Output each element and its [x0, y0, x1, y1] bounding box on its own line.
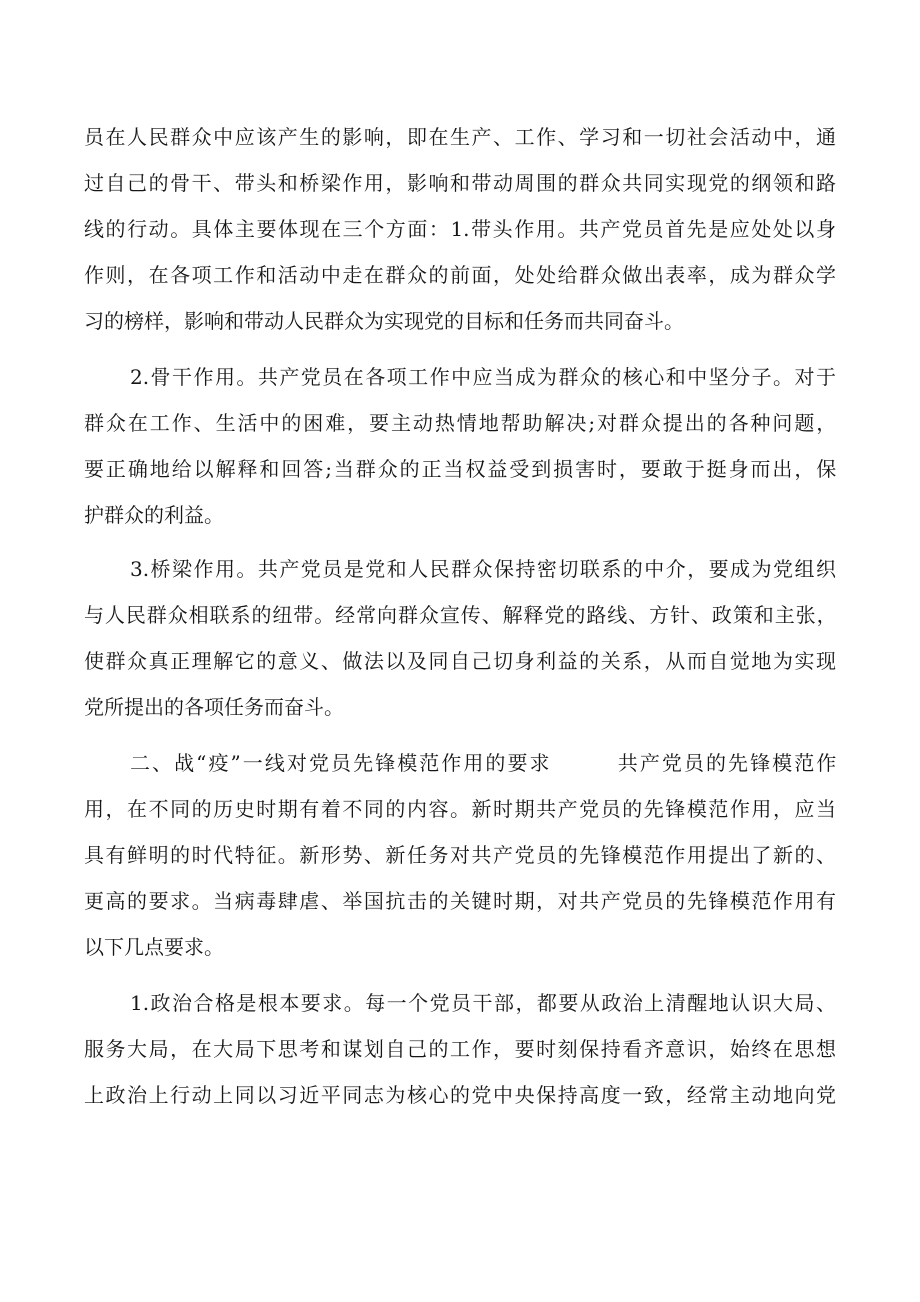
paragraph-3-line-1: 3.桥梁作用。共产党员是党和人民群众保持密切联系的中介，要成为党组织: [130, 557, 836, 581]
paragraph-4-line-5: 以下几点要求。: [84, 935, 224, 959]
paragraph-5-line-2: 服务大局，在大局下思考和谋划自己的工作，要时刻保持看齐意识，始终在思想: [84, 1037, 836, 1061]
paragraph-2-line-1: 2.骨干作用。共产党员在各项工作中应当成为群众的核心和中坚分子。对于: [130, 365, 836, 389]
paragraph-1-line-3: 线的行动。具体主要体现在三个方面：1.带头作用。共产党员首先是应处处以身: [84, 217, 836, 241]
paragraph-4-line-2: 用，在不同的历史时期有着不同的内容。新时期共产党员的先锋模范作用，应当: [84, 797, 836, 821]
paragraph-3-line-4: 党所提出的各项任务而奋斗。: [84, 695, 344, 719]
paragraph-2-line-4: 护群众的利益。: [84, 503, 224, 527]
paragraph-3-line-2: 与人民群众相联系的纽带。经常向群众宣传、解释党的路线、方针、政策和主张，: [84, 603, 836, 627]
paragraph-4-line-4: 更高的要求。当病毒肆虐、举国抗击的关键时期，对共产党员的先锋模范作用有: [84, 889, 836, 913]
paragraph-2-line-3: 要正确地给以解释和回答;当群众的正当权益受到损害时，要敢于挺身而出，保: [84, 457, 836, 481]
paragraph-2-line-2: 群众在工作、生活中的困难，要主动热情地帮助解决;对群众提出的各种问题，: [84, 411, 836, 435]
paragraph-4-line-3: 具有鲜明的时代特征。新形势、新任务对共产党员的先锋模范作用提出了新的、: [84, 843, 836, 867]
paragraph-1-line-2: 过自己的骨干、带头和桥梁作用，影响和带动周围的群众共同实现党的纲领和路: [84, 171, 836, 195]
paragraph-1-line-5: 习的榜样，影响和带动人民群众为实现党的目标和任务而共同奋斗。: [84, 309, 684, 333]
paragraph-5-line-1: 1.政治合格是根本要求。每一个党员干部，都要从政治上清醒地认识大局、: [130, 991, 836, 1015]
paragraph-1-line-1: 员在人民群众中应该产生的影响，即在生产、工作、学习和一切社会活动中，通: [84, 125, 836, 149]
paragraph-4-line-1: 二、战“疫”一线对党员先锋模范作用的要求 共产党员的先锋模范作: [130, 751, 836, 775]
paragraph-5-line-3: 上政治上行动上同以习近平同志为核心的党中央保持高度一致，经常主动地向党: [84, 1083, 836, 1107]
paragraph-3-line-3: 使群众真正理解它的意义、做法以及同自己切身利益的关系，从而自觉地为实现: [84, 649, 836, 673]
paragraph-1-line-4: 作则，在各项工作和活动中走在群众的前面，处处给群众做出表率，成为群众学: [84, 263, 836, 287]
